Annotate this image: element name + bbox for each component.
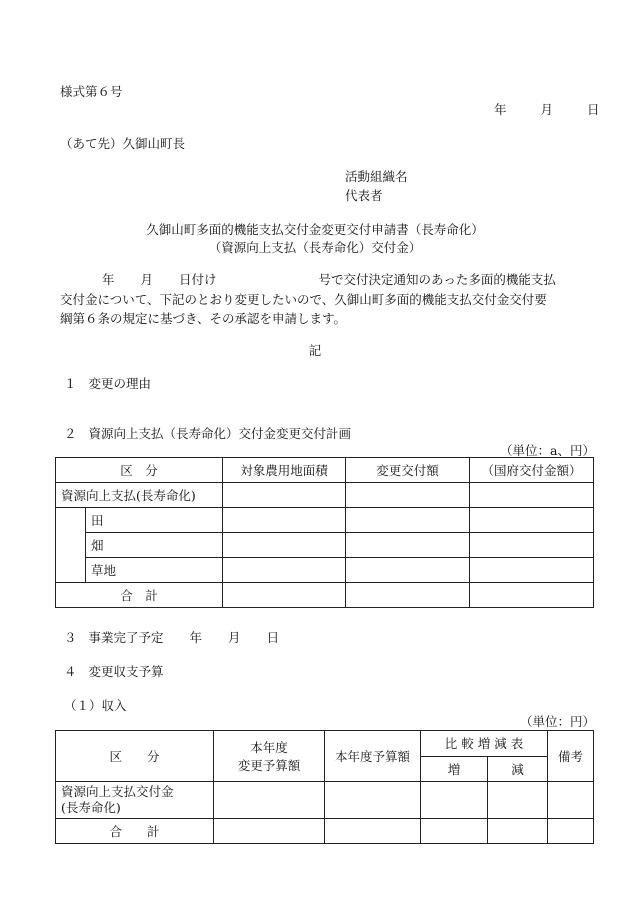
section-2-unit: （単位：a、円） bbox=[500, 443, 595, 458]
table-cell bbox=[346, 508, 470, 533]
form-number: 様式第６号 bbox=[60, 84, 123, 99]
income-total-row bbox=[56, 819, 594, 844]
ki-marker: 記 bbox=[308, 343, 322, 358]
table-cell bbox=[470, 558, 594, 583]
section-4-heading: ４ 変更収支予算 bbox=[64, 664, 164, 679]
table-cell bbox=[346, 483, 470, 508]
income-header-comparison: 比 較 増 減 表 bbox=[421, 731, 548, 757]
table-cell bbox=[470, 483, 594, 508]
table-row bbox=[56, 508, 594, 533]
table-cell bbox=[346, 533, 470, 558]
income-header-row-1 bbox=[56, 731, 594, 757]
row-label-grassland: 草地 bbox=[86, 558, 223, 583]
org-name-label: 活動組織名 bbox=[345, 169, 408, 184]
table-cell bbox=[470, 583, 594, 608]
body-line-1: 年 月 日付け 号で交付決定通知のあった多面的機能支払 bbox=[102, 272, 556, 287]
table-cell bbox=[223, 533, 346, 558]
income-header-increase: 増 bbox=[421, 756, 488, 782]
date-line bbox=[494, 100, 599, 118]
table-cell bbox=[421, 782, 488, 819]
table-total-row bbox=[56, 583, 594, 608]
header-kubun: 区 分 bbox=[56, 458, 223, 483]
body-line-3: 綱第６条の規定に基づき、その承認を申請します。 bbox=[60, 311, 347, 326]
table-row bbox=[56, 483, 594, 508]
table-row bbox=[56, 558, 594, 583]
row-label-upland: 畑 bbox=[86, 533, 223, 558]
addressee: （あて先）久御山町長 bbox=[60, 136, 186, 151]
header-area: 対象農用地面積 bbox=[223, 458, 346, 483]
income-unit: （単位：円） bbox=[520, 714, 596, 729]
date-year: 年 bbox=[494, 102, 507, 117]
table-cell bbox=[214, 782, 325, 819]
table-cell bbox=[223, 558, 346, 583]
table-header-row bbox=[56, 458, 594, 483]
indent-cell bbox=[56, 558, 86, 583]
table-cell bbox=[346, 583, 470, 608]
indent-cell bbox=[56, 508, 86, 533]
income-row-label: 資源向上支払交付金 (長寿命化) bbox=[56, 782, 214, 819]
date-month: 月 bbox=[540, 102, 553, 117]
section-1-heading: １ 変更の理由 bbox=[64, 376, 152, 391]
section-3-heading: ３ 事業完了予定 年 月 日 bbox=[64, 630, 280, 645]
section-2-heading: ２ 資源向上支払（長寿命化）交付金変更交付計画 bbox=[64, 426, 352, 441]
table-row bbox=[56, 533, 594, 558]
table-cell bbox=[421, 819, 488, 844]
income-header-remarks: 備考 bbox=[548, 731, 594, 782]
table-cell bbox=[488, 819, 548, 844]
table-cell bbox=[223, 583, 346, 608]
header-national-amount: （国府交付金額） bbox=[470, 458, 594, 483]
table-cell bbox=[548, 819, 594, 844]
table-cell bbox=[470, 508, 594, 533]
table-cell bbox=[214, 819, 325, 844]
representative-label: 代表者 bbox=[345, 188, 383, 203]
income-header-decrease: 減 bbox=[488, 756, 548, 782]
table-cell bbox=[346, 558, 470, 583]
date-day: 日 bbox=[586, 102, 600, 117]
document-subtitle: （資源向上支払（長寿命化）交付金） bbox=[208, 240, 422, 255]
income-header-current-budget: 本年度予算額 bbox=[325, 731, 421, 782]
table-cell bbox=[548, 782, 594, 819]
table-cell bbox=[223, 483, 346, 508]
header-change-amount: 変更交付額 bbox=[346, 458, 470, 483]
row-label-field: 田 bbox=[86, 508, 223, 533]
income-header-change-budget: 本年度 変更予算額 bbox=[214, 731, 325, 782]
body-line-2: 交付金について、下記のとおり変更したいので、久御山町多面的機能支払交付金交付要 bbox=[60, 292, 547, 307]
table-cell bbox=[223, 508, 346, 533]
table-cell bbox=[488, 782, 548, 819]
total-label: 合 計 bbox=[56, 583, 223, 608]
grant-plan-table bbox=[55, 457, 594, 608]
table-cell bbox=[470, 533, 594, 558]
income-total-label: 合 計 bbox=[56, 819, 214, 844]
income-table bbox=[55, 730, 594, 844]
income-heading: （１）収入 bbox=[64, 698, 127, 713]
table-cell bbox=[325, 819, 421, 844]
indent-cell bbox=[56, 533, 86, 558]
income-header-kubun: 区 分 bbox=[56, 731, 214, 782]
row-label-main: 資源向上支払(長寿命化) bbox=[56, 483, 223, 508]
document-title: 久御山町多面的機能支払交付金変更交付申請書（長寿命化） bbox=[146, 222, 484, 237]
table-cell bbox=[325, 782, 421, 819]
table-row bbox=[56, 782, 594, 819]
